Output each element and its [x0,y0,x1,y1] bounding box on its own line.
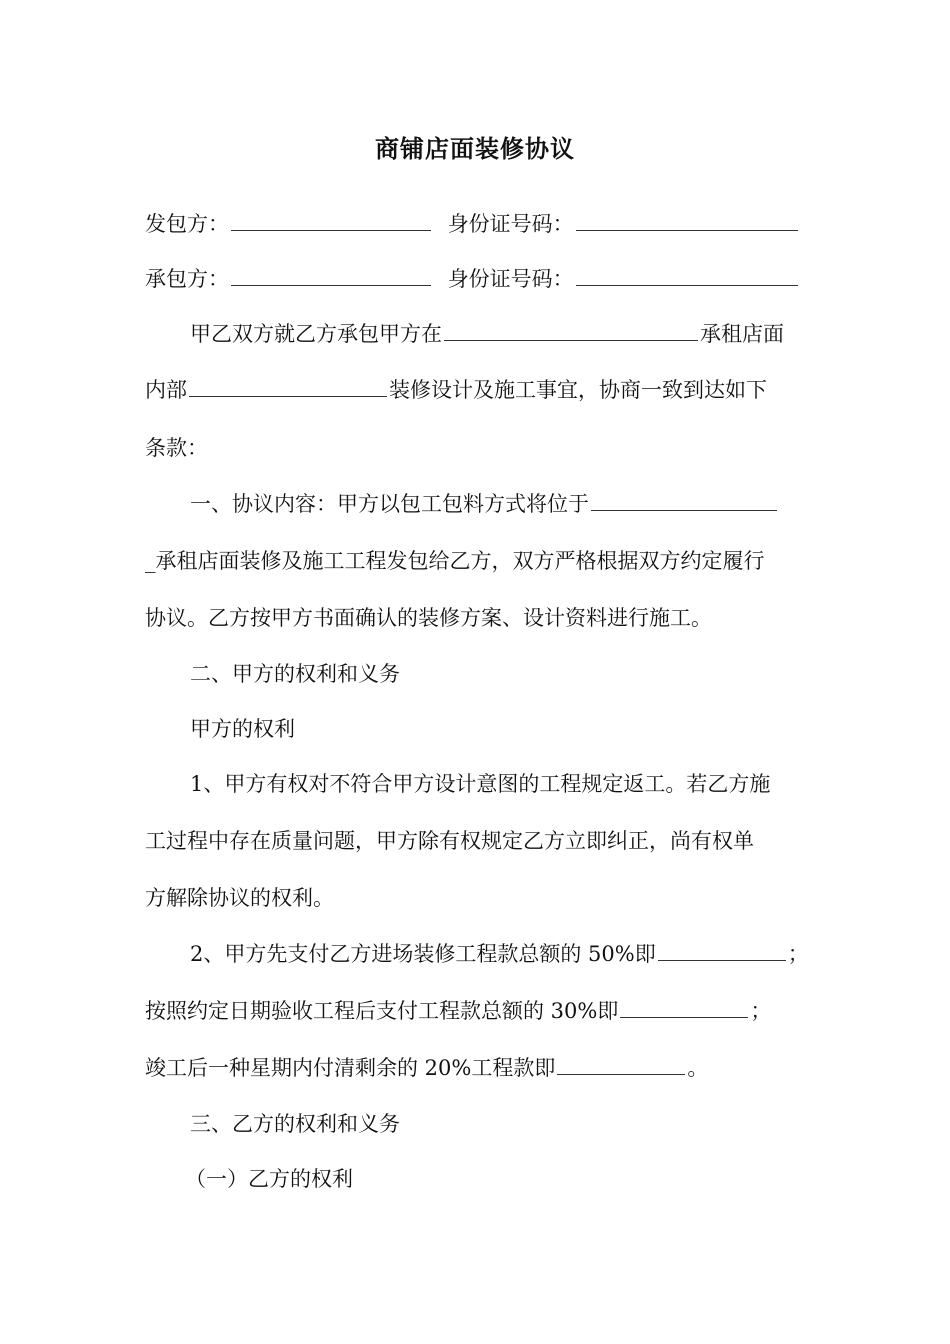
section2-text: 。 [687,1056,709,1080]
intro-line-1 [190,318,784,350]
intro-inner-blank [189,374,387,397]
party-a-id-blank [576,208,798,231]
section2-heading: 二、甲方的权利和义务 [190,662,400,686]
document-title: 商铺店面装修协议 [375,134,575,163]
intro-location-blank [444,318,698,341]
intro-line-3 [145,432,208,464]
intro-text: 承租店面 [700,322,784,346]
party-b-label: 承包方： [145,267,229,291]
party-a-name-blank [231,208,431,231]
intro-text: 内部 [145,378,187,402]
section1-line-3 [145,602,712,634]
section1-text: _承租店面装修及施工工程发包给乙方，双方严格根据双方约定履行 [145,549,765,573]
section1-text: 一、协议内容：甲方以包工包料方式将位于 [190,492,589,516]
section2-text: 竣工后一种星期内付清剩余的 20%工程款即 [145,1056,556,1080]
intro-text: 条款： [145,436,208,460]
section1-line-2 [145,545,765,577]
party-b-id-label: 身份证号码： [447,267,574,291]
section1-line-1 [190,488,779,520]
section3-subheading: （一）乙方的权利 [185,1167,353,1191]
intro-text: 甲乙双方就乙方承包甲方在 [190,322,442,346]
section2-text: ； [750,999,772,1023]
party-b-name-blank [231,263,431,286]
section3-heading: 三、乙方的权利和义务 [190,1112,400,1136]
section2-item1-line-1: 1、甲方有权对不符合甲方设计意图的工程规定返工。若乙方施 [190,772,771,796]
section2-item2-line-2 [145,995,771,1027]
section2-text: 按照约定日期验收工程后支付工程款总额的 30%即 [145,999,619,1023]
party-a-id-label: 身份证号码： [447,212,574,236]
section2-text: ； [787,942,809,966]
party-a-label: 发包方： [145,212,229,236]
payment-20-blank [557,1052,685,1075]
payment-50-blank [658,938,786,961]
payment-30-blank [620,995,748,1018]
section2-text: 2、甲方先支付乙方进场装修工程款总额的 50%即 [190,942,656,966]
section2-subheading: 甲方的权利 [190,717,295,741]
intro-line-2 [145,374,767,406]
section2-item1-line-3: 方解除协议的权利。 [145,886,334,910]
party-a-row [145,208,800,240]
section2-item2-line-3 [145,1052,708,1084]
section1-location-blank [591,488,777,511]
section2-item2-line-1 [190,938,809,970]
section2-item1-line-2: 工过程中存在质量问题，甲方除有权规定乙方立即纠正，尚有权单 [145,829,754,853]
party-b-row [145,263,800,295]
party-b-id-blank [576,263,798,286]
intro-text: 装修设计及施工事宜，协商一致到达如下 [389,378,767,402]
section1-text: 协议。乙方按甲方书面确认的装修方案、设计资料进行施工。 [145,606,712,630]
